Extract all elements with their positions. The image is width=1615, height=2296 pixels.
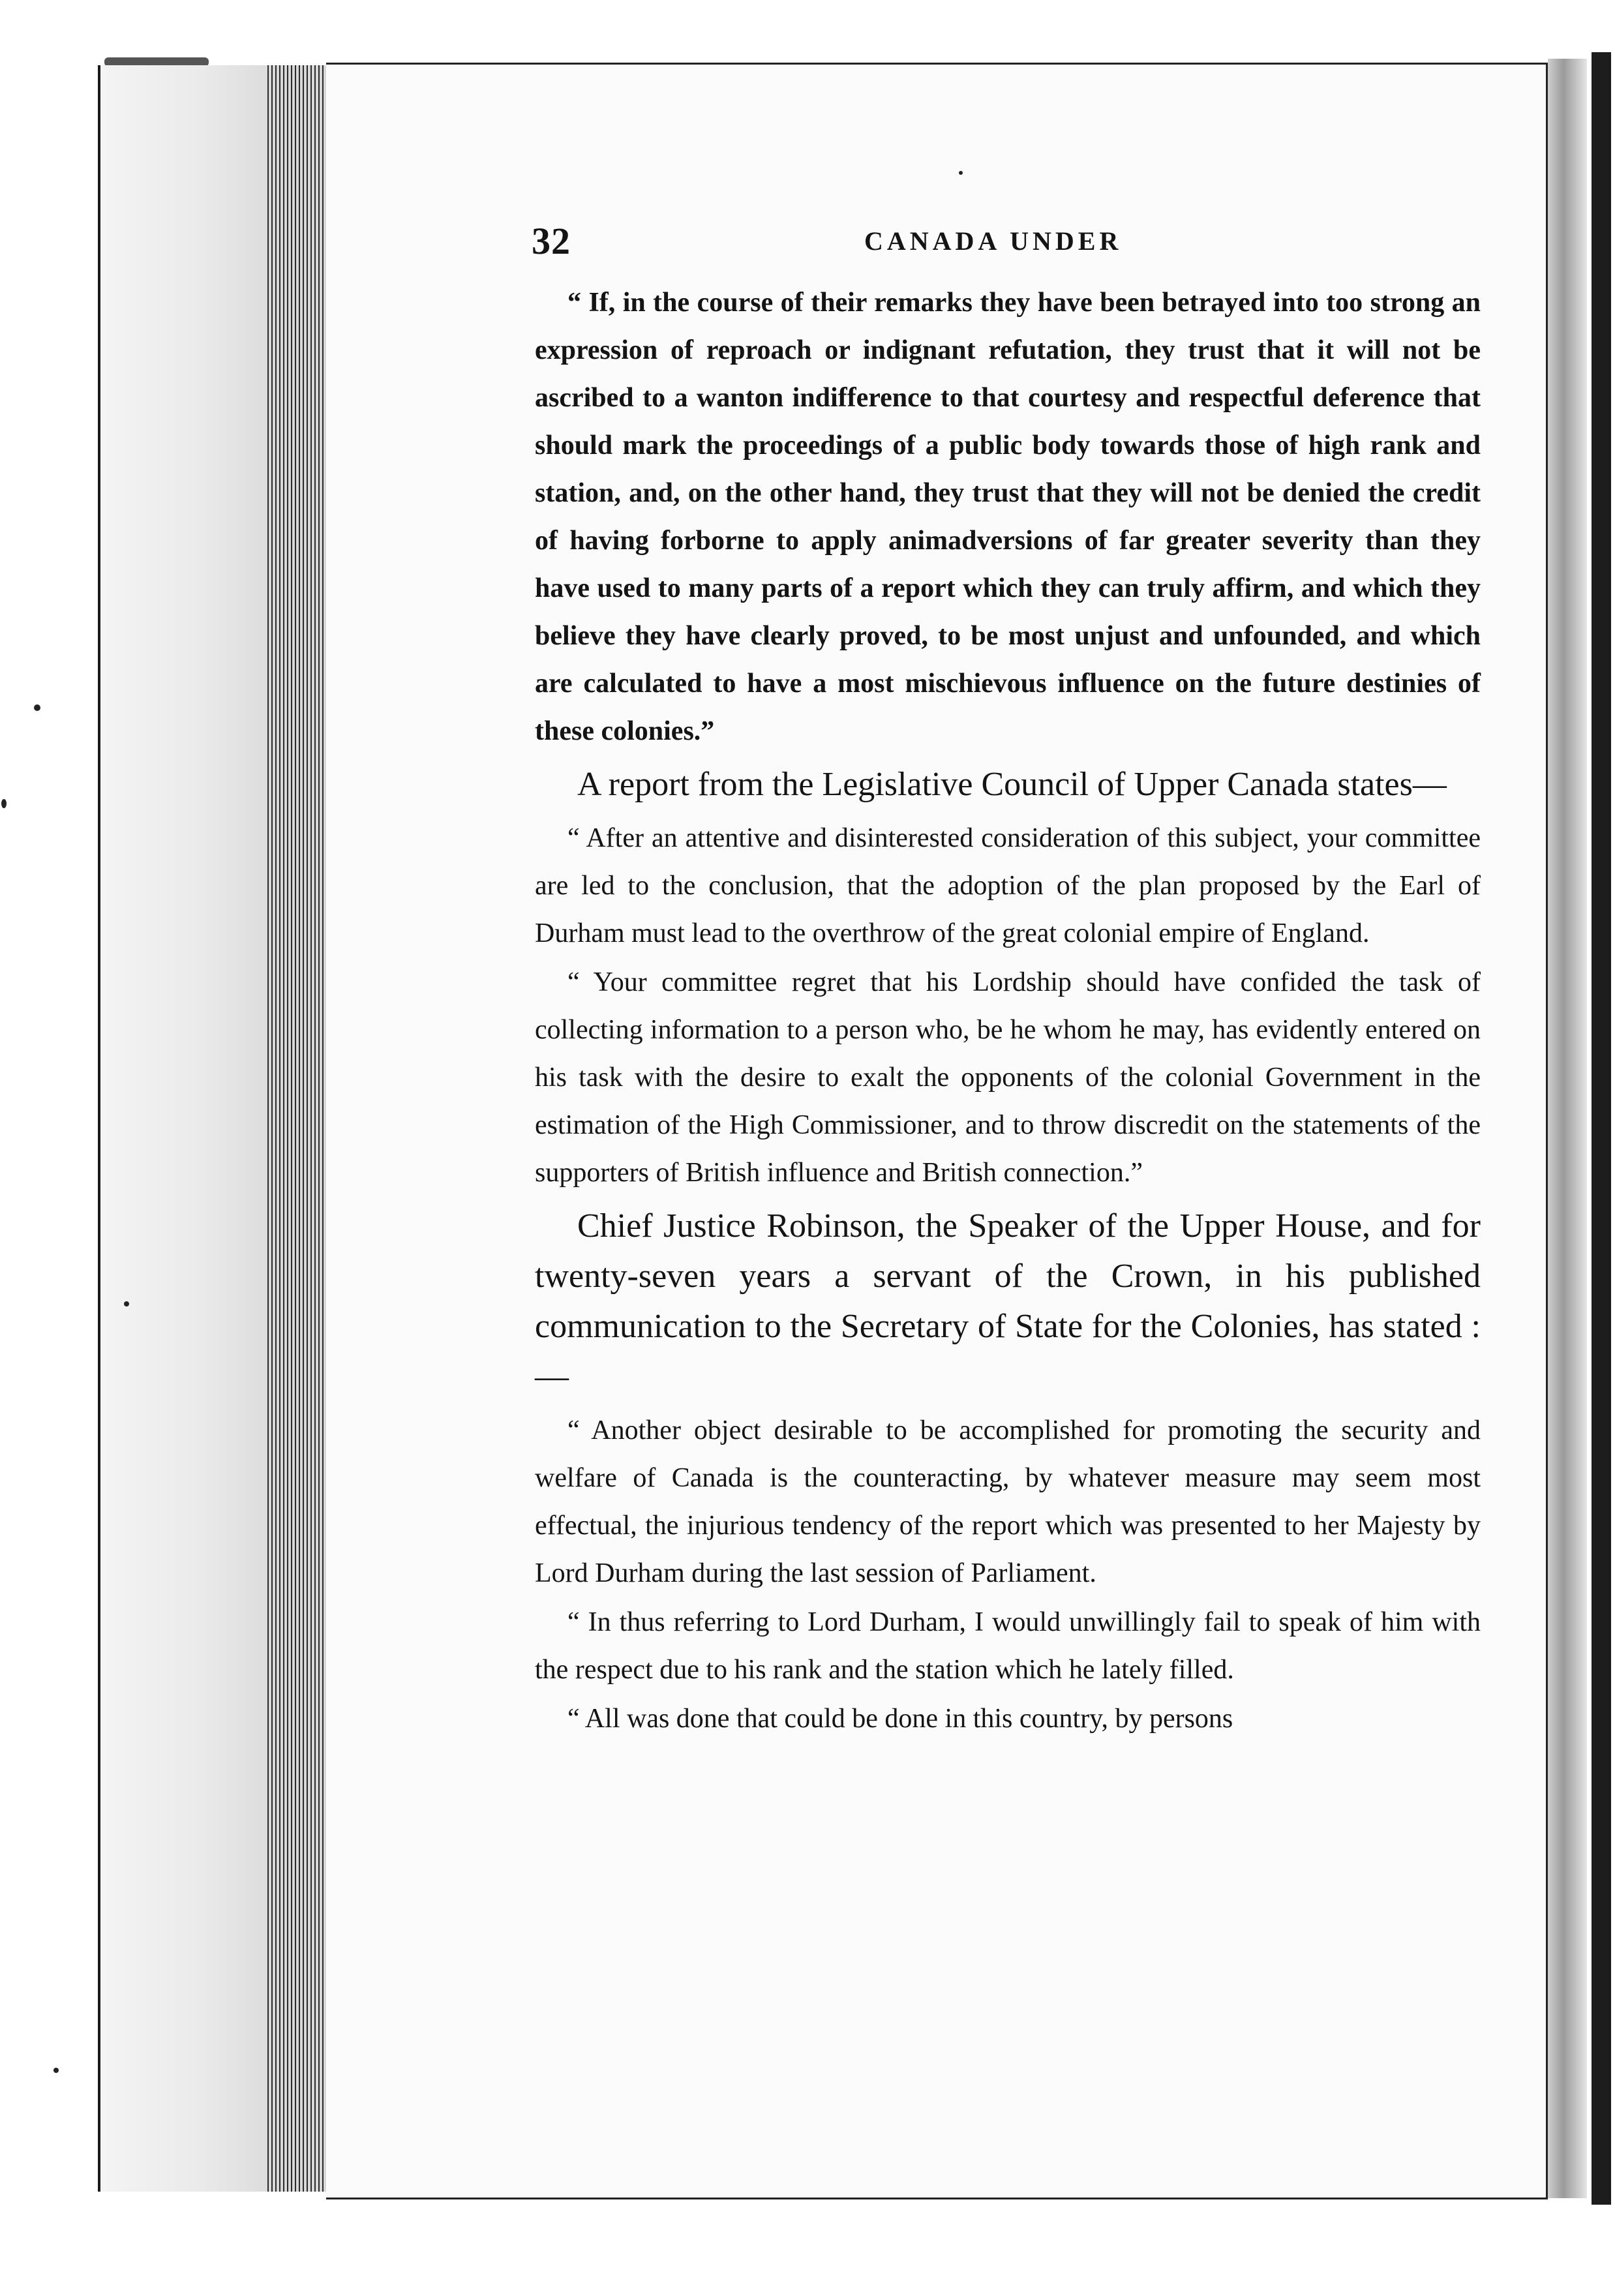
page-stack-edge: [267, 65, 326, 2192]
dust-speck: [124, 1301, 129, 1307]
dust-speck: [34, 704, 40, 711]
quote-paragraph: “ Your committee regret that his Lordship should have confided the task of collecting information to a person who, be he whom he may, has evidently entered on his task with the desire to exalt the opponents of the colonial Government in the estimation of the High Commissioner, and to throw discredit on the statements of the supporters of British influence and British connection.”: [535, 967, 1481, 1188]
narrative-paragraph: A report from the Legislative Council of Upper Canada states—: [577, 766, 1447, 803]
scan-border-right: [1592, 52, 1611, 2205]
running-head-title: CANADA UNDER: [864, 226, 1123, 256]
dust-speck: [959, 171, 963, 175]
running-head: [532, 207, 1490, 266]
book-cover-edge: [98, 65, 270, 2192]
narrative-paragraph: Chief Justice Robinson, the Speaker of the Upper House, and for twenty-seven years a servant of the Crown, in his published communication to the Secretary of State for the Colonies, has stated :—: [535, 1207, 1481, 1395]
quote-paragraph: “ In thus referring to Lord Durham, I would unwillingly fail to speak of him with the respect due to his rank and the station which he lately filled.: [535, 1607, 1481, 1685]
page-curl-shadow: [1548, 59, 1587, 2198]
dust-speck: [1, 799, 7, 808]
quote-paragraph: “ After an attentive and disinterested consideration of this subject, your committee are led to the conclusion, that the adoption of the plan proposed by the Earl of Durham must lead to the overthrow of the great colonial empire of England.: [535, 823, 1481, 948]
page-body: [535, 279, 1481, 1743]
quote-paragraph: “ Another object desirable to be accomplished for promoting the security and welfare of Canada is the counteracting, by whatever measure may seem most effectual, the injurious tendency of the report which was presented to her Majesty by Lord Durham during the last session of Parliament.: [535, 1415, 1481, 1588]
dust-speck: [53, 2068, 59, 2073]
quote-paragraph: “ If, in the course of their remarks they have been betrayed into too strong an expression of reproach or indignant refutation, they trust that it will not be ascribed to a wanton indifference to that courtesy and respectful deference that should mark the proceedings of a public body towards those of high rank and station, and, on the other hand, they trust that they will not be denied the credit of having forborne to apply animadversions of far greater severity than they have used to many parts of a report which they can truly affirm, and which they believe they have clearly proved, to be most unjust and unfounded, and which are calculated to have a most mischievous influence on the future destinies of these colonies.”: [535, 288, 1481, 746]
quote-paragraph: “ All was done that could be done in this country, by persons: [567, 1704, 1233, 1734]
page-number: 32: [532, 220, 571, 262]
